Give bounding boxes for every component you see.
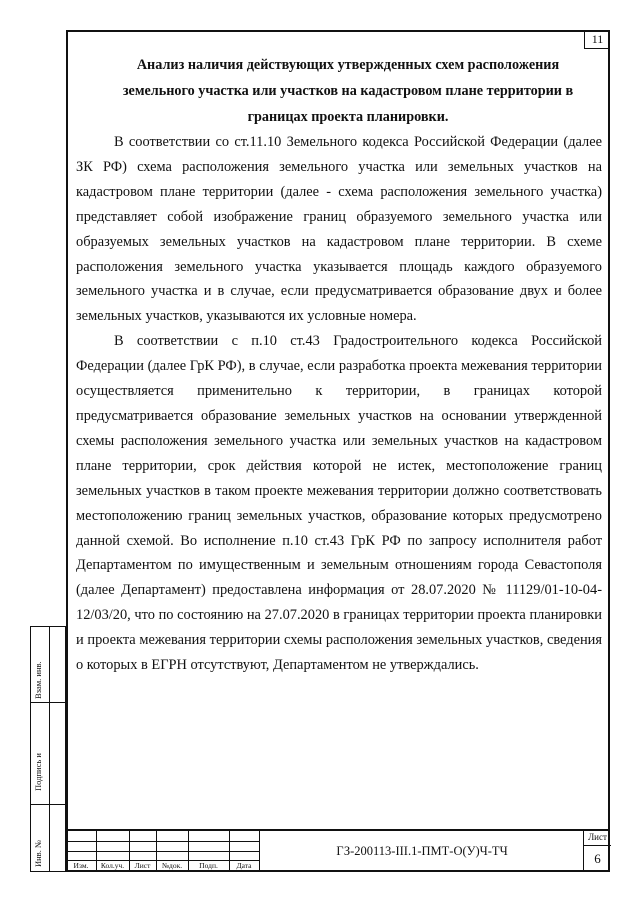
document-code: ГЗ-200113-III.1-ПМТ-О(У)Ч-ТЧ xyxy=(259,831,584,872)
tb-header-list: Лист xyxy=(134,861,151,870)
side-stamp-podpis-label: Подпись и xyxy=(33,753,43,791)
sheet-number: 6 xyxy=(594,851,601,866)
sheet-box xyxy=(583,831,611,872)
title-line-1: Анализ наличия действующих утвержденных схем расположения xyxy=(136,57,560,73)
tb-header-kol: Кол.уч. xyxy=(100,861,125,870)
side-stamp-inv-label: Инв. № xyxy=(33,839,43,867)
side-stamp xyxy=(30,626,66,872)
page-mark: 11 xyxy=(584,30,610,49)
tb-header-izm: Изм. xyxy=(73,861,89,870)
document-content xyxy=(76,52,602,678)
paragraph-1: В соответствии со ст.11.10 Земельного кодекса Российской Федерации (далее ЗК РФ) схема расположения земельного участка или земельных участков на кадастровом плане территории (далее - схема расположения земельного участка) представляет собой изображение границ образуемого земельного участка или образуемых земельных участков на кадастровом плане территории. В схеме расположения земельного участка указывается площадь каждого образуемого земельного участка и в случае, если предусматривается образование двух и более земельных участков, указываются их условные номера. xyxy=(76,134,602,325)
tb-header-podp: Подп. xyxy=(199,861,218,870)
tb-header-data: Дата xyxy=(236,861,252,870)
sheet-label: Лист xyxy=(584,831,611,846)
side-stamp-vzam-label: Взам. инв. xyxy=(33,661,43,699)
title-block xyxy=(66,829,610,872)
paragraph-2: В соответствии с п.10 ст.43 Градостроительного кодекса Российской Федерации (далее ГрК РФ), в случае, если разработка проекта межевания территории осуществляется применительно к территории, в границах которой предусматривается образование земельных участков на основании утвержденной схемы расположения земельного участка или земельных участков на кадастровом плане территории, срок действия которой не истек, местоположение границ земельных участков в таком проекте межевания территории должно соответствовать местоположению границ земельных участков, образование которых предусмотрено данной схемой. Во исполнение п.10 ст.43 ГрК РФ по запросу исполнителя работ Департаментом по имущественным и земельным отношениям города Севастополя (далее Департамент) предоставлена информация от 28.07.2020 № 11129/01-10-04-12/03/20, что по состоянию на 27.07.2020 в границах территории проекта планировки и проекта межевания территории схемы расположения земельных участков, сведения о которых в ЕГРН отсутствуют, Департаментом не утверждались. xyxy=(76,333,602,674)
title-block-grid xyxy=(66,831,259,872)
title-line-3: границах проекта планировки. xyxy=(247,109,449,125)
title-line-2: земельного участка или участков на кадастровом плане территории в xyxy=(122,83,574,99)
section-title xyxy=(76,52,602,130)
tb-header-ndok: №док. xyxy=(161,861,183,870)
